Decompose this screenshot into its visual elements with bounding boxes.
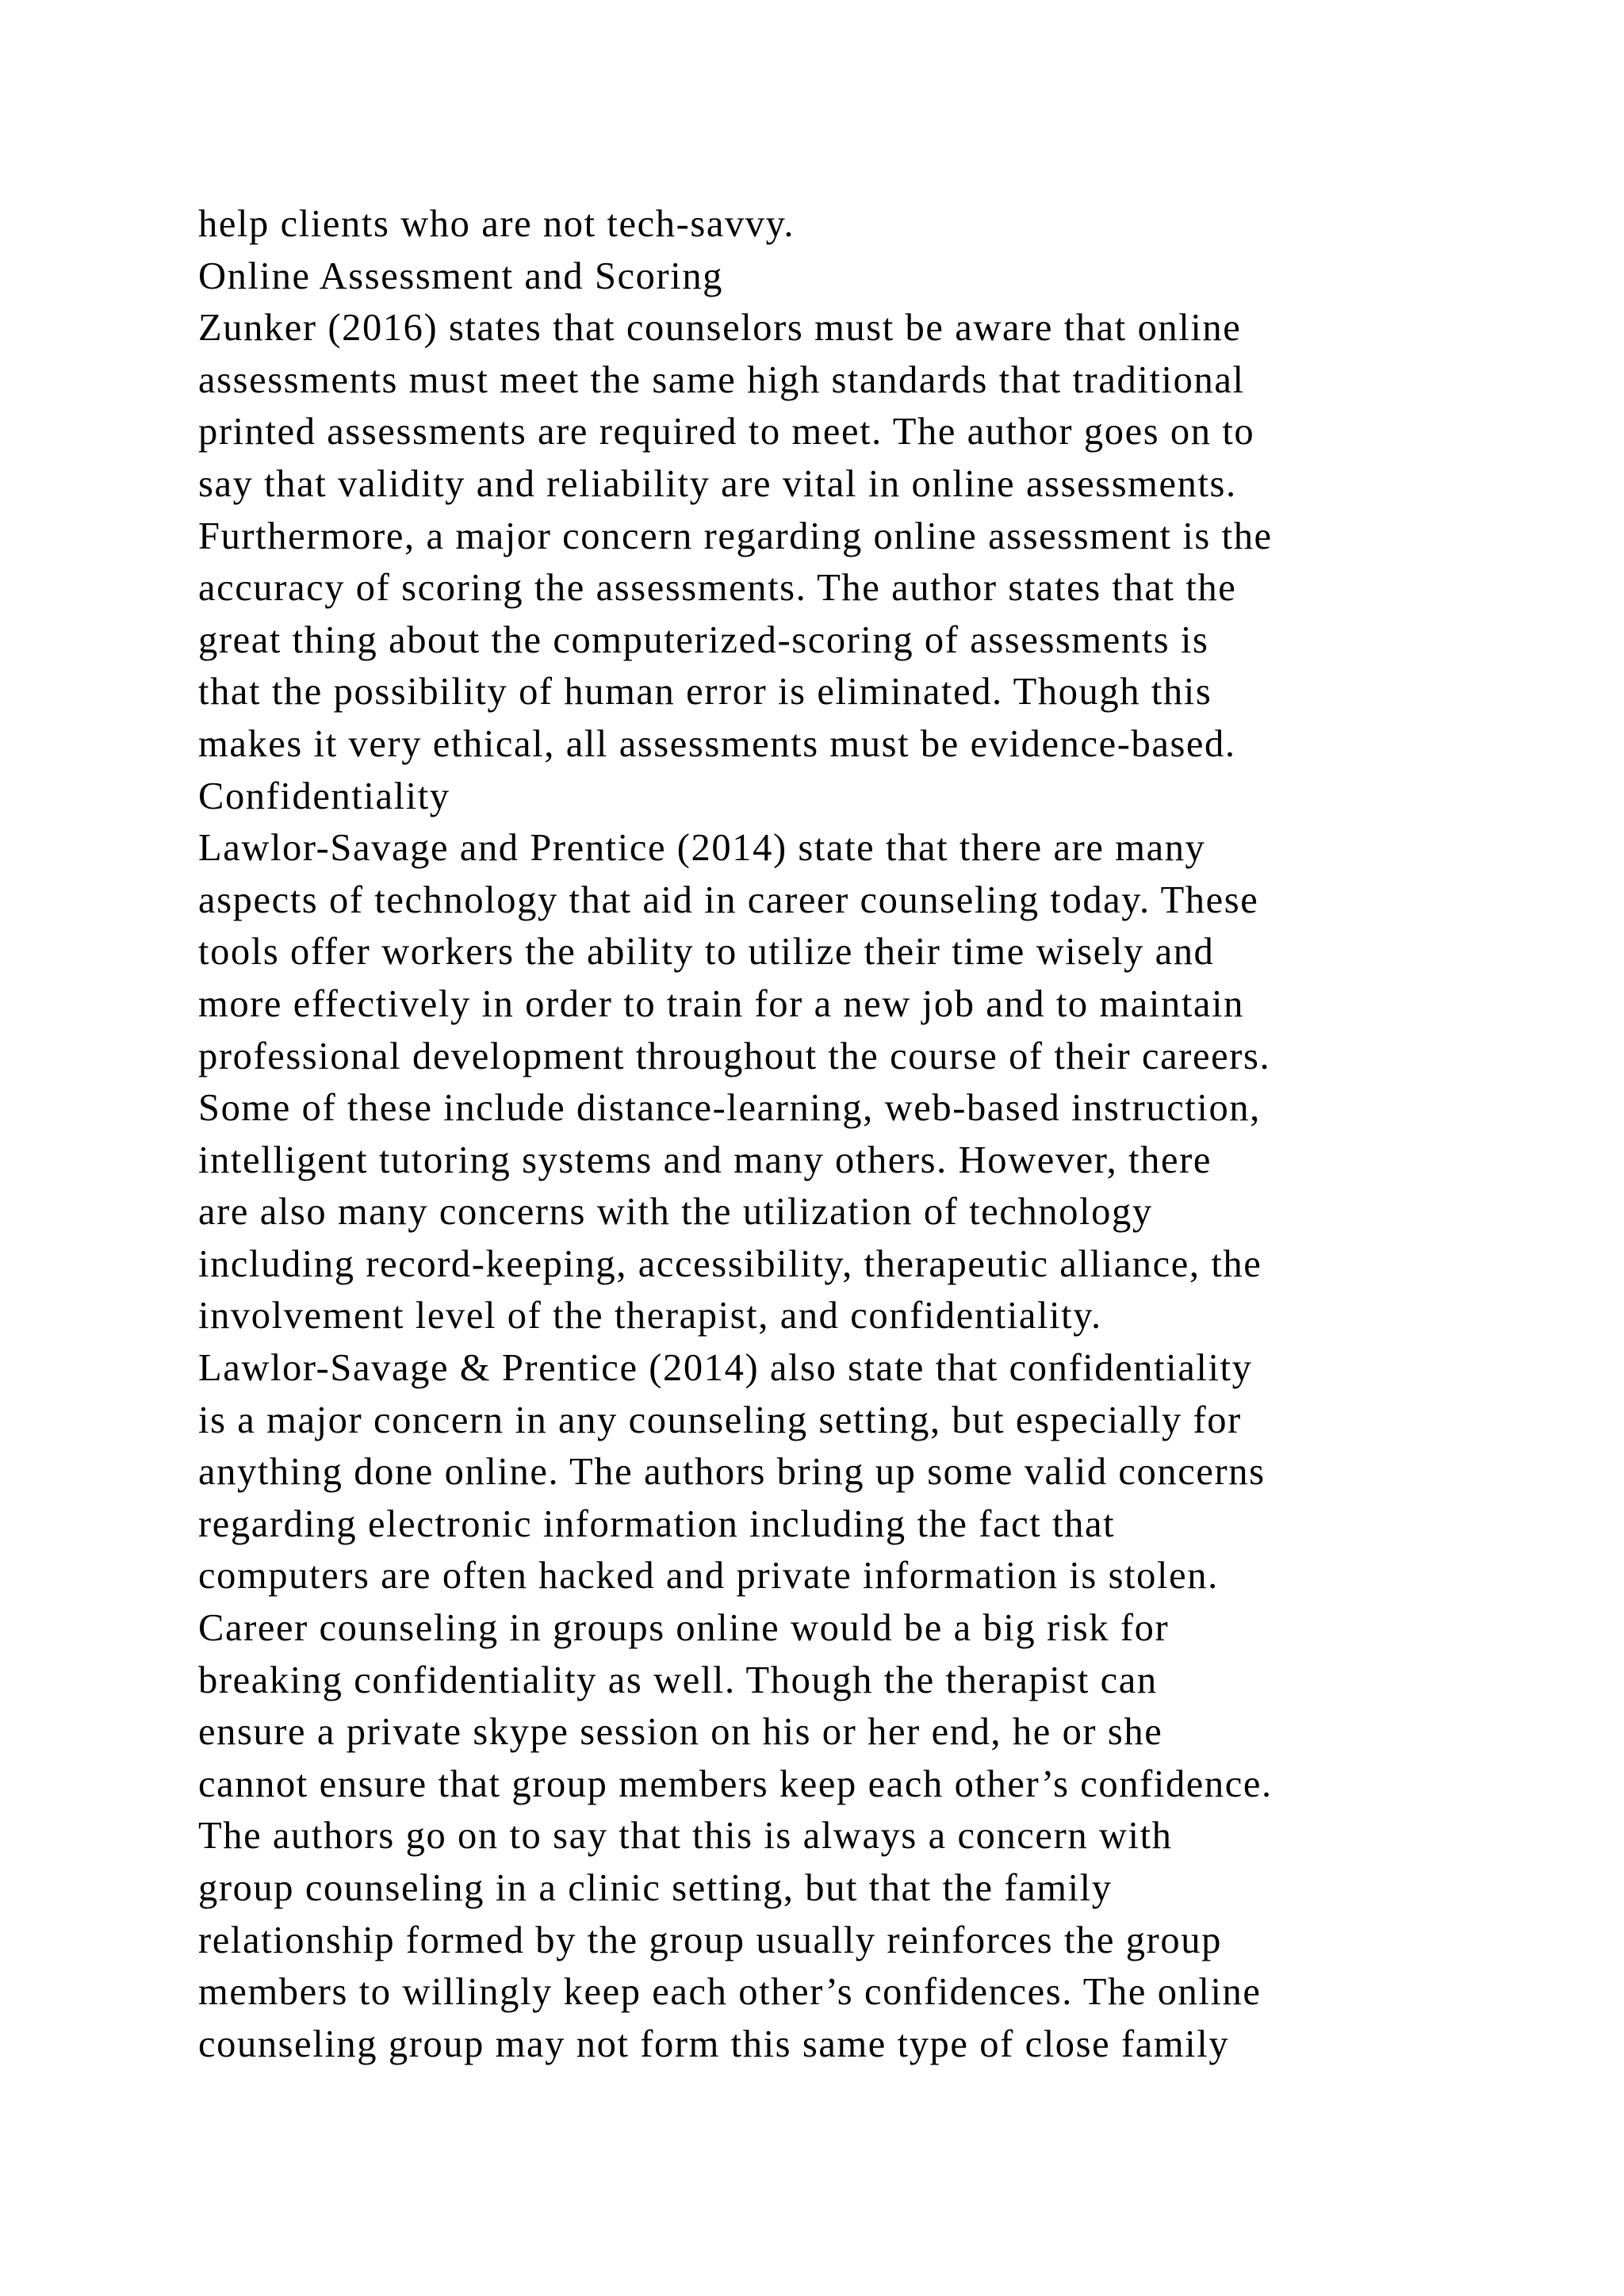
text-line: more effectively in order to train for a new job and to maintain <box>198 982 1244 1025</box>
text-line: Lawlor-Savage & Prentice (2014) also state that confidentiality <box>198 1347 1253 1390</box>
text-line: aspects of technology that aid in career counseling today. These <box>198 878 1259 921</box>
text-line: is a major concern in any counseling setting, but especially for <box>198 1399 1242 1441</box>
text-line: computers are often hacked and private information is stolen. <box>198 1555 1219 1598</box>
text-line: Career counseling in groups online would be a big risk for <box>198 1607 1170 1650</box>
text-line: tools offer workers the ability to utilize their time wisely and <box>198 931 1215 974</box>
text-line: accuracy of scoring the assessments. The author states that the <box>198 567 1237 610</box>
text-line: professional development throughout the course of their careers. <box>198 1035 1271 1077</box>
text-line: cannot ensure that group members keep each other’s confidence. <box>198 1762 1273 1805</box>
text-line: makes it very ethical, all assessments must be evidence-based. <box>198 722 1236 765</box>
document-body <box>198 198 1467 2070</box>
text-line: help clients who are not tech-savvy. <box>198 203 795 245</box>
text-line: including record-keeping, accessibility, therapeutic alliance, the <box>198 1242 1262 1285</box>
text-line: regarding electronic information including the fact that <box>198 1502 1116 1545</box>
text-line: ensure a private skype session on his or her end, he or she <box>198 1711 1163 1754</box>
text-line: printed assessments are required to meet. The author goes on to <box>198 411 1255 453</box>
text-line: group counseling in a clinic setting, but that the family <box>198 1867 1113 1909</box>
text-line: anything done online. The authors bring up some valid concerns <box>198 1451 1266 1494</box>
text-line: Lawlor-Savage and Prentice (2014) state that there are many <box>198 827 1206 870</box>
text-line: assessments must meet the same high standards that traditional <box>198 358 1245 401</box>
text-line: that the possibility of human error is eliminated. Though this <box>198 671 1212 714</box>
text-line: breaking confidentiality as well. Though the therapist can <box>198 1659 1158 1701</box>
text-line: Furthermore, a major concern regarding online assessment is the <box>198 515 1273 557</box>
text-line: counseling group may not form this same type of close family <box>198 2022 1230 2065</box>
text-line: Some of these include distance-learning, web-based instruction, <box>198 1087 1261 1130</box>
text-line: great thing about the computerized-scoring of assessments is <box>198 618 1209 661</box>
text-line: are also many concerns with the utilization of technology <box>198 1191 1153 1234</box>
section-heading-confidentiality: Confidentiality <box>198 775 450 817</box>
text-line: intelligent tutoring systems and many others. However, there <box>198 1138 1212 1181</box>
text-line: involvement level of the therapist, and confidentiality. <box>198 1295 1102 1337</box>
text-line: relationship formed by the group usually reinforces the group <box>198 1919 1222 1961</box>
text-line: Zunker (2016) states that counselors must be aware that online <box>198 307 1242 350</box>
text-line: The authors go on to say that this is always a concern with <box>198 1815 1173 1858</box>
text-line: members to willingly keep each other’s confidences. The online <box>198 1971 1262 2014</box>
text-line: say that validity and reliability are vital in online assessments. <box>198 462 1237 505</box>
section-heading-online-assessment: Online Assessment and Scoring <box>198 254 724 297</box>
